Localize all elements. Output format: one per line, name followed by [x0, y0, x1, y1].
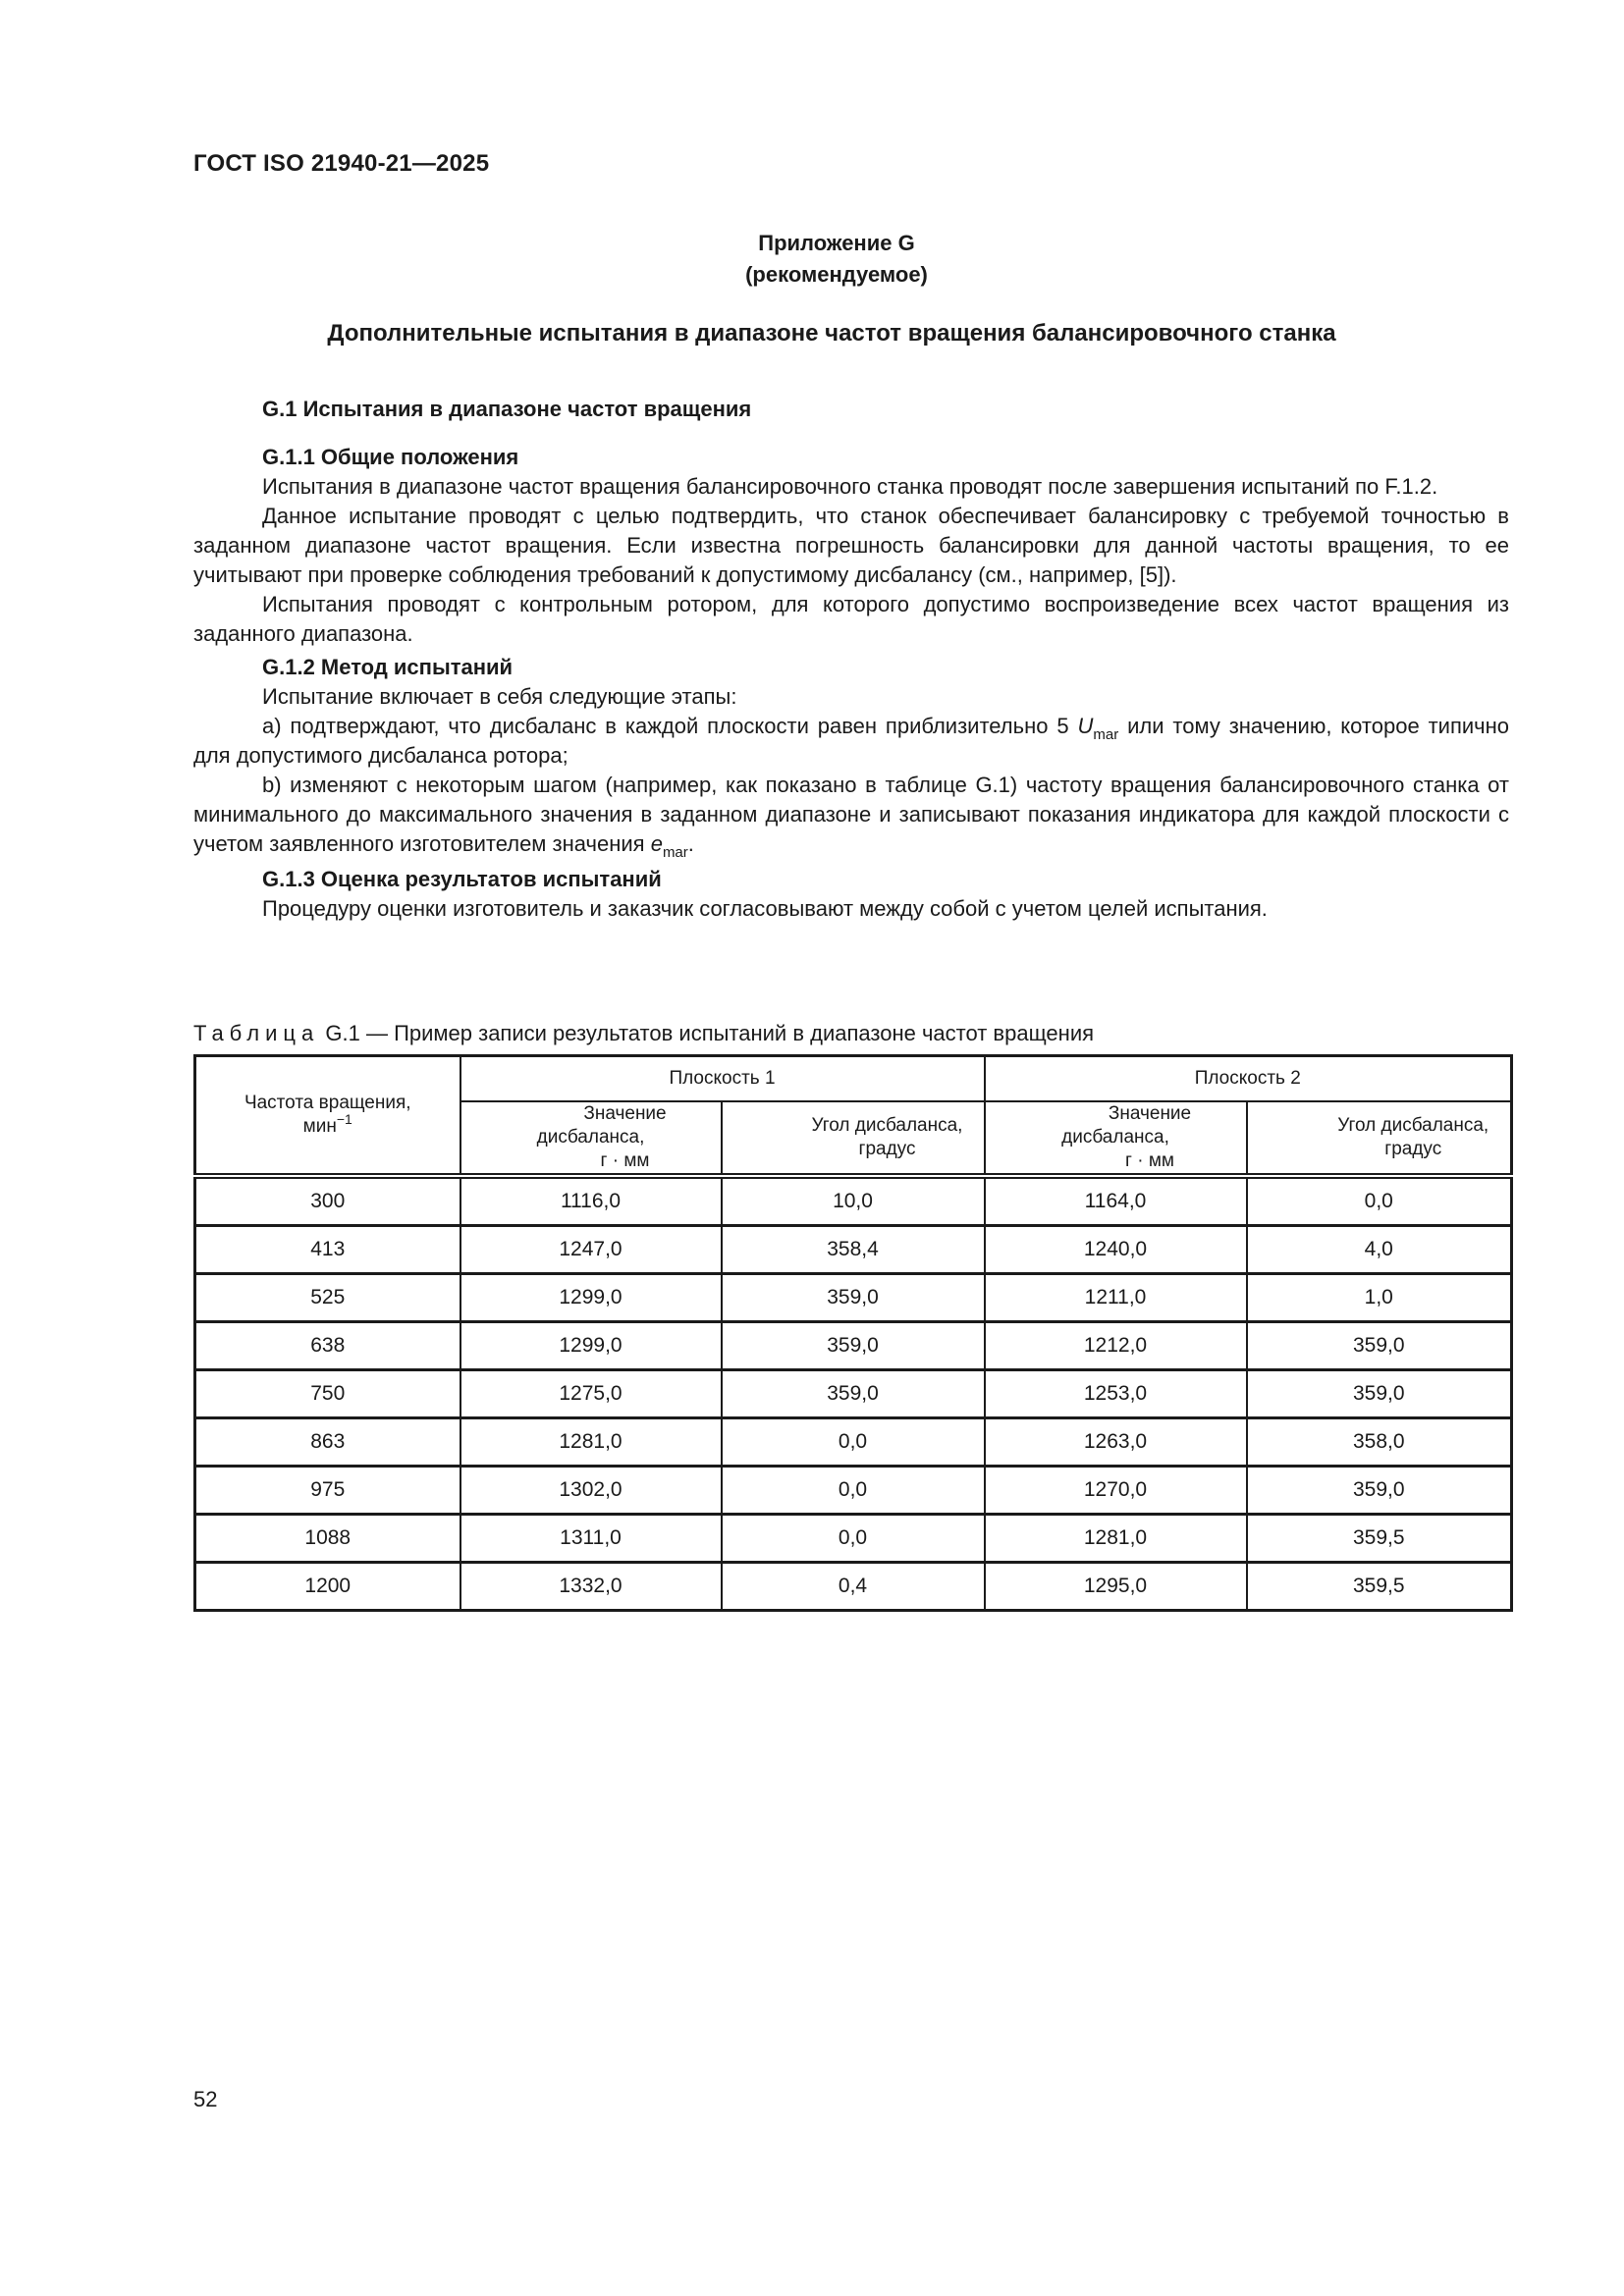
column-header-value-1: Значение дисбаланса, г · мм — [460, 1101, 722, 1176]
list-item-a: a) подтверждают, что дисбаланс в каждой плоскости равен приблизительно 5 $U_{mar}$ или тому значению, которое типично для допустимого дисбаланса ротора; — [193, 714, 1509, 768]
table-cell: 1299,0 — [460, 1274, 722, 1322]
table-cell: 863 — [195, 1418, 460, 1467]
column-header-value-2: Значение дисбаланса, г · мм — [985, 1101, 1247, 1176]
table-cell: 358,4 — [722, 1226, 985, 1274]
table-row — [195, 1563, 1512, 1611]
table-cell: 10,0 — [722, 1176, 985, 1226]
table-cell: 525 — [195, 1274, 460, 1322]
table-cell: 359,0 — [722, 1274, 985, 1322]
section-heading-g13: G.1.3 Оценка результатов испытаний — [262, 867, 662, 891]
document-code: ГОСТ ISO 21940-21—2025 — [193, 150, 490, 177]
table-cell: 1212,0 — [985, 1322, 1247, 1370]
table-cell: 359,0 — [722, 1370, 985, 1418]
column-group-plane-2: Плоскость 2 — [985, 1056, 1512, 1102]
symbol-e: e — [650, 831, 663, 856]
table-cell: 1295,0 — [985, 1563, 1247, 1611]
table-cell: 1253,0 — [985, 1370, 1247, 1418]
table-row — [195, 1467, 1512, 1515]
table-cell: 0,0 — [1247, 1176, 1512, 1226]
list-item-b: b) изменяют с некоторым шагом (например, как показано в таблице G.1) частоту вращения балансировочного станка от минимального до максимального значения в заданном диапазоне и записывают показания индикатора для каждой плоскости с учетом заявленного изготовителем значения $e_{mar}$. — [193, 773, 1509, 861]
symbol-u: U — [1077, 714, 1094, 738]
section-heading-g1: G.1 Испытания в диапазоне частот вращения — [262, 397, 752, 421]
section-heading-g12: G.1.2 Метод испытаний — [262, 655, 514, 679]
table-cell: 4,0 — [1247, 1226, 1512, 1274]
table-cell: 1270,0 — [985, 1467, 1247, 1515]
table-cell: 1332,0 — [460, 1563, 722, 1611]
table-cell: 1116,0 — [460, 1176, 722, 1226]
column-header-angle-2: Угол дисбаланса, градус — [1247, 1101, 1512, 1176]
paragraph: Данное испытание проводят с целью подтвердить, что станок обеспечивает балансировку с требуемой точностью в заданном диапазоне частот вращения. Если известна погрешность балансировки для данной частоты вращения, то ее учитывают при проверке соблюдения требований к допустимому дисбалансу (см., например, [5]). — [193, 504, 1509, 587]
annex-label: Приложение G — [758, 231, 915, 255]
table-row — [195, 1274, 1512, 1322]
annex-title: Дополнительные испытания в диапазоне частот вращения балансировочного станка — [327, 320, 1336, 347]
table-cell: 1088 — [195, 1515, 460, 1563]
table-cell: 750 — [195, 1370, 460, 1418]
table-cell: 1263,0 — [985, 1418, 1247, 1467]
table-cell: 0,0 — [722, 1515, 985, 1563]
page-number: 52 — [193, 2087, 218, 2111]
table-cell: 359,0 — [1247, 1322, 1512, 1370]
table-caption: Таблица G.1 — Пример записи результатов испытаний в диапазоне частот вращения — [193, 1021, 1095, 1045]
column-header-angle-1: Угол дисбаланса, градус — [722, 1101, 985, 1176]
table-cell: 358,0 — [1247, 1418, 1512, 1467]
table-cell: 975 — [195, 1467, 460, 1515]
table-row — [195, 1515, 1512, 1563]
table-row — [195, 1176, 1512, 1226]
annex-heading — [0, 228, 1624, 291]
table-cell: 1247,0 — [460, 1226, 722, 1274]
table-cell: 1200 — [195, 1563, 460, 1611]
table-cell: 359,0 — [722, 1322, 985, 1370]
paragraph: Испытание включает в себя следующие этапы: — [262, 684, 737, 709]
paragraph: Испытания проводят с контрольным ротором, для которого допустимо воспроизведение всех частот вращения из заданного диапазона. — [193, 592, 1509, 646]
body-text — [193, 395, 1509, 924]
table-cell: 359,0 — [1247, 1467, 1512, 1515]
column-header-speed: Частота вращения, мин$^{-1}$ — [195, 1056, 460, 1177]
table-cell: 413 — [195, 1226, 460, 1274]
table-cell: 1281,0 — [460, 1418, 722, 1467]
table-row — [195, 1226, 1512, 1274]
table-cell: 1211,0 — [985, 1274, 1247, 1322]
table-cell: 1164,0 — [985, 1176, 1247, 1226]
table-cell: 1240,0 — [985, 1226, 1247, 1274]
paragraph: Испытания в диапазоне частот вращения балансировочного станка проводят после завершения испытаний по F.1.2. — [262, 474, 1438, 499]
section-heading-g11: G.1.1 Общие положения — [262, 445, 519, 469]
table-row — [195, 1418, 1512, 1467]
table-cell: 638 — [195, 1322, 460, 1370]
annex-status: (рекомендуемое) — [745, 262, 928, 287]
table-cell: 0,0 — [722, 1467, 985, 1515]
table-cell: 300 — [195, 1176, 460, 1226]
table-cell: 1281,0 — [985, 1515, 1247, 1563]
table-cell: 1299,0 — [460, 1322, 722, 1370]
results-table — [193, 1054, 1513, 1612]
table-cell: 1,0 — [1247, 1274, 1512, 1322]
table-cell: 1302,0 — [460, 1467, 722, 1515]
table-row — [195, 1370, 1512, 1418]
table-cell: 0,4 — [722, 1563, 985, 1611]
table-cell: 1311,0 — [460, 1515, 722, 1563]
table-row — [195, 1322, 1512, 1370]
table-cell: 1275,0 — [460, 1370, 722, 1418]
table-cell: 359,0 — [1247, 1370, 1512, 1418]
table-cell: 0,0 — [722, 1418, 985, 1467]
table-cell: 359,5 — [1247, 1563, 1512, 1611]
table-cell: 359,5 — [1247, 1515, 1512, 1563]
paragraph: Процедуру оценки изготовитель и заказчик согласовывают между собой с учетом целей испытания. — [262, 896, 1268, 921]
column-group-plane-1: Плоскость 1 — [460, 1056, 985, 1102]
